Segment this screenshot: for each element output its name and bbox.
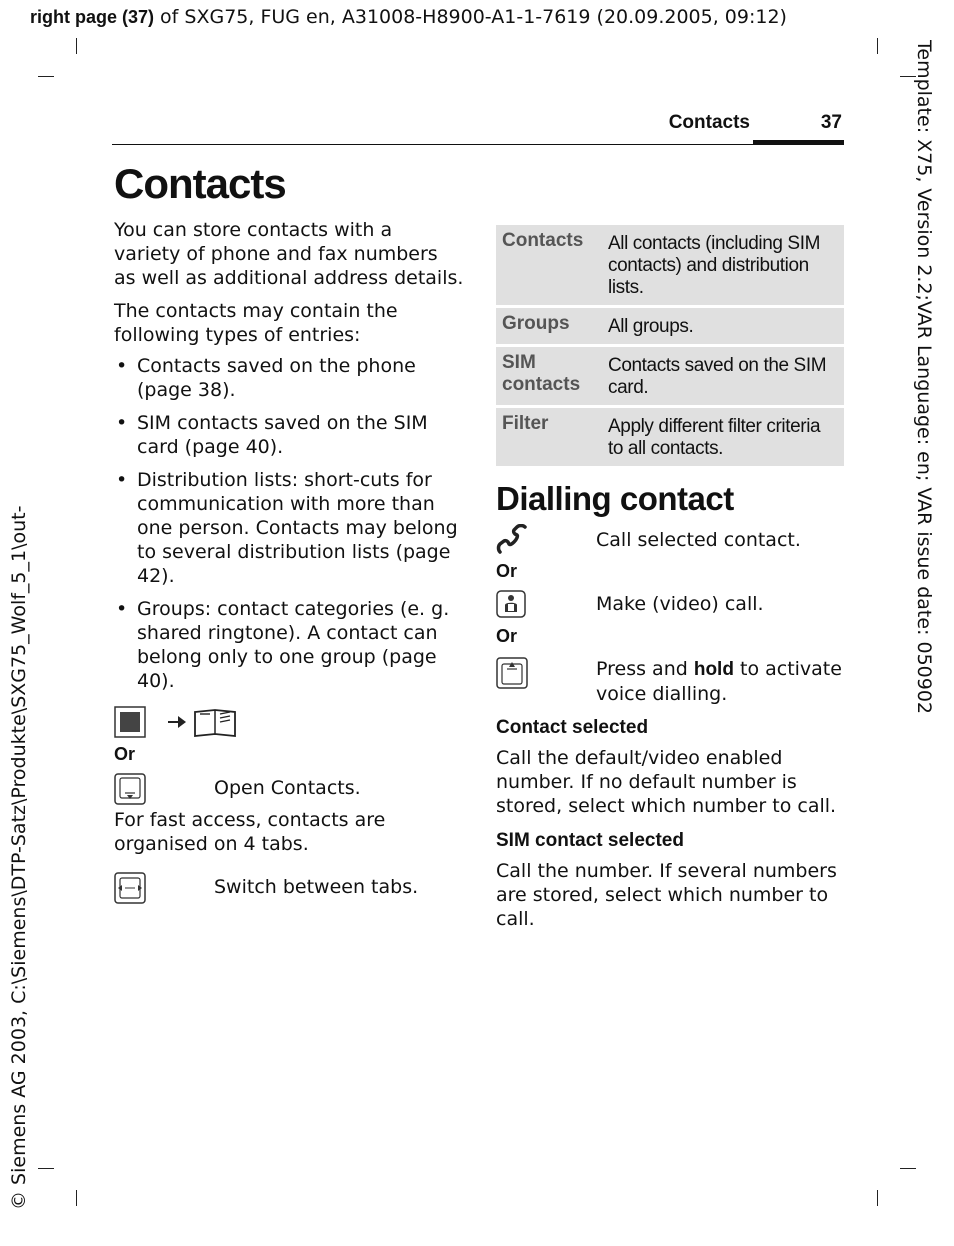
navigation-up-key-icon <box>496 657 528 693</box>
switch-tabs-text: Switch between tabs. <box>214 876 419 898</box>
crop-mark <box>900 1168 916 1169</box>
template-side-note: Template: X75, Version 2.2;VAR Language: en; VAR issue date: 050902 <box>913 40 935 715</box>
arrow-right-icon <box>166 712 188 736</box>
or-label: Or <box>496 626 518 646</box>
hold-emphasis: hold <box>693 659 734 680</box>
fast-access-paragraph: For fast access, contacts are organised on 4 tabs. <box>114 809 386 855</box>
crop-mark <box>38 1168 54 1169</box>
crop-mark <box>76 38 77 54</box>
print-header-file: of SXG75, FUG en, A31008-H8900-A1-1-7619 (20.09.2005, 09:12) <box>154 6 787 28</box>
sim-selected-paragraph: Call the number. If several numbers are stored, select which number to call. <box>496 860 837 930</box>
voice-dialling-text <box>596 657 844 706</box>
video-call-key-icon <box>496 590 526 622</box>
table-term: Contacts <box>496 225 604 305</box>
copyright-side-note: © Siemens AG 2003, C:\Siemens\DTP-Satz\Produkte\SXG75_Wolf_5_1\out- <box>8 505 30 1210</box>
print-header-page: right page (37) <box>30 7 155 27</box>
types-intro-paragraph: The contacts may contain the following types of entries: <box>114 300 398 346</box>
sim-selected-heading: SIM contact selected <box>496 830 684 851</box>
list-item: • Distribution lists: short-cuts for communication with more than one person. Contacts may belong to several distribution lists (page 42). <box>114 468 464 588</box>
list-item: • SIM contacts saved on the SIM card (page 40). <box>114 411 464 459</box>
header-tab-marker <box>753 140 844 144</box>
press-and-text: Press and <box>596 658 694 680</box>
call-handset-icon <box>496 524 528 560</box>
table-row <box>496 347 844 405</box>
page-title: Contacts <box>114 160 286 207</box>
section-title-dialling: Dialling contact <box>496 480 734 517</box>
call-selected-text: Call selected contact. <box>596 529 801 551</box>
navigation-left-right-key-icon <box>114 872 146 908</box>
video-call-text: Make (video) call. <box>596 593 764 615</box>
print-header <box>30 6 787 28</box>
running-header-title: Contacts <box>668 112 750 133</box>
table-term: SIM contacts <box>496 347 604 405</box>
open-contacts-text: Open Contacts. <box>214 777 361 799</box>
entry-types-list <box>114 354 464 702</box>
list-item: • Groups: contact categories (e. g. shared ringtone). A contact can belong only to one group (page 40). <box>114 597 464 693</box>
activate-voice-text: to activate voice dialling. <box>596 658 842 705</box>
table-description: All groups. <box>604 308 844 344</box>
table-row <box>496 408 844 466</box>
table-term: Groups <box>496 308 604 344</box>
contact-selected-heading: Contact selected <box>496 717 649 738</box>
table-row <box>496 225 844 305</box>
crop-mark <box>877 1190 878 1206</box>
page-number: 37 <box>820 112 842 133</box>
crop-mark <box>877 38 878 54</box>
list-item: • Contacts saved on the phone (page 38). <box>114 354 464 402</box>
header-rule <box>112 144 844 145</box>
table-description: All contacts (including SIM contacts) and distribution lists. <box>604 225 844 305</box>
table-description: Contacts saved on the SIM card. <box>604 347 844 405</box>
table-description: Apply different filter criteria to all contacts. <box>604 408 844 466</box>
contacts-book-icon <box>192 704 238 744</box>
or-label: Or <box>496 561 518 581</box>
crop-mark <box>76 1190 77 1206</box>
menu-key-icon <box>114 706 146 742</box>
table-row <box>496 308 844 344</box>
tabs-table <box>496 222 844 469</box>
intro-paragraph: You can store contacts with a variety of phone and fax numbers as well as additional address details. <box>114 219 464 289</box>
crop-mark <box>38 76 54 77</box>
or-label: Or <box>114 744 136 764</box>
navigation-down-key-icon <box>114 773 146 809</box>
contact-selected-paragraph: Call the default/video enabled number. If no default number is stored, select which number to call. <box>496 747 837 817</box>
table-term: Filter <box>496 408 604 466</box>
